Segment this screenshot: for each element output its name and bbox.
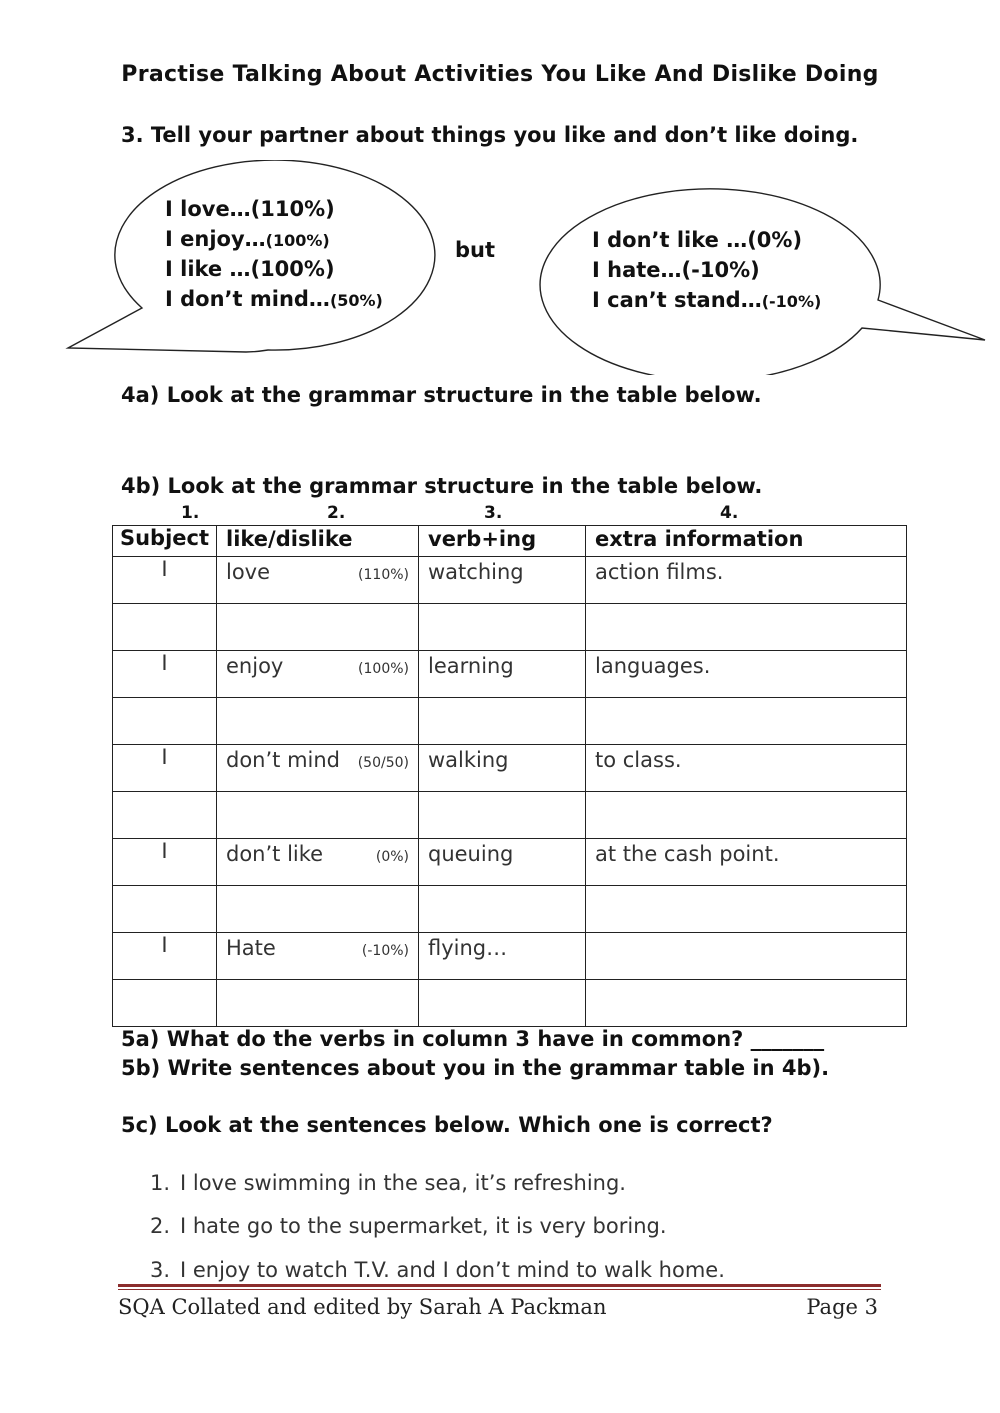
cell-verb-ing: watching (419, 557, 586, 604)
column-number-4: 4. (720, 503, 739, 523)
cell-verb-ing (419, 980, 586, 1027)
list-item: 2. I hate go to the supermarket, it is very boring. (150, 1214, 667, 1238)
question-5a: 5a) What do the verbs in column 3 have in common? _______ (121, 1027, 825, 1051)
cell-like-dislike: don’t like (0%) (217, 839, 419, 886)
table-row (113, 839, 907, 886)
cell-like-dislike (217, 698, 419, 745)
cell-subject (113, 980, 217, 1027)
cell-extra (586, 886, 907, 933)
cell-extra (586, 604, 907, 651)
table-row (113, 980, 907, 1027)
page-title: Practise Talking About Activities You Like And Dislike Doing (121, 62, 879, 87)
bubble-right-line: I can’t stand…(-10%) (592, 288, 822, 312)
cell-extra (586, 980, 907, 1027)
table-row (113, 698, 907, 745)
table-row (113, 604, 907, 651)
table-row (113, 933, 907, 980)
cell-extra (586, 698, 907, 745)
connector-word: but (455, 238, 496, 262)
question-5b: 5b) Write sentences about you in the grammar table in 4b). (121, 1056, 830, 1080)
table-header-row (113, 526, 907, 557)
cell-verb-ing (419, 886, 586, 933)
cell-extra: languages. (586, 651, 907, 698)
cell-like-dislike (217, 980, 419, 1027)
cell-subject: I (113, 651, 217, 698)
cell-subject (113, 886, 217, 933)
cell-extra: to class. (586, 745, 907, 792)
header-verb-ing: verb+ing (419, 526, 586, 557)
cell-verb-ing: walking (419, 745, 586, 792)
page-number: Page 3 (806, 1295, 878, 1319)
cell-extra (586, 933, 907, 980)
column-number-3: 3. (484, 503, 503, 523)
cell-verb-ing (419, 604, 586, 651)
header-like-dislike: like/dislike (217, 526, 419, 557)
bubble-left-line: I like …(100%) (165, 257, 335, 281)
cell-subject: I (113, 839, 217, 886)
cell-like-dislike (217, 792, 419, 839)
table-row (113, 792, 907, 839)
cell-extra: action films. (586, 557, 907, 604)
bubble-right-text (592, 226, 821, 316)
speech-bubbles (0, 160, 1000, 375)
table-row (113, 745, 907, 792)
cell-verb-ing: queuing (419, 839, 586, 886)
bubble-left-line: I enjoy…(100%) (165, 227, 330, 251)
column-number-2: 2. (327, 503, 346, 523)
cell-verb-ing (419, 698, 586, 745)
cell-extra: at the cash point. (586, 839, 907, 886)
cell-subject: I (113, 557, 217, 604)
cell-verb-ing: flying… (419, 933, 586, 980)
cell-verb-ing (419, 792, 586, 839)
question-3: 3. Tell your partner about things you like and don’t like doing. (121, 123, 859, 147)
cell-subject: I (113, 933, 217, 980)
header-extra-information: extra information (586, 526, 907, 557)
cell-extra (586, 792, 907, 839)
column-number-1: 1. (181, 503, 200, 523)
list-item: 1. I love swimming in the sea, it’s refreshing. (150, 1171, 626, 1195)
cell-verb-ing: learning (419, 651, 586, 698)
footer-credit: SQA Collated and edited by Sarah A Packman (118, 1295, 607, 1319)
cell-like-dislike (217, 886, 419, 933)
cell-like-dislike: enjoy (100%) (217, 651, 419, 698)
cell-subject: I (113, 745, 217, 792)
cell-like-dislike (217, 604, 419, 651)
cell-subject (113, 792, 217, 839)
cell-like-dislike: love (110%) (217, 557, 419, 604)
question-4b: 4b) Look at the grammar structure in the table below. (121, 474, 763, 498)
cell-like-dislike: don’t mind (50/50) (217, 745, 419, 792)
footer-rule-thin (118, 1289, 881, 1290)
table-row (113, 886, 907, 933)
cell-subject (113, 604, 217, 651)
grammar-table (112, 525, 907, 1027)
header-subject: Subject (113, 526, 217, 557)
cell-like-dislike: Hate (-10%) (217, 933, 419, 980)
question-4a: 4a) Look at the grammar structure in the table below. (121, 383, 762, 407)
bubble-right-line: I hate…(-10%) (592, 258, 760, 282)
question-5c: 5c) Look at the sentences below. Which one is correct? (121, 1113, 773, 1137)
table-row (113, 557, 907, 604)
bubble-right-line: I don’t like …(0%) (592, 228, 803, 252)
list-item: 3. I enjoy to watch T.V. and I don’t mind to walk home. (150, 1258, 725, 1282)
bubble-left-text (165, 195, 383, 315)
table-row (113, 651, 907, 698)
bubble-left-line: I love…(110%) (165, 197, 335, 221)
footer-rule (118, 1284, 881, 1287)
cell-subject (113, 698, 217, 745)
bubble-left-line: I don’t mind…(50%) (165, 287, 383, 311)
